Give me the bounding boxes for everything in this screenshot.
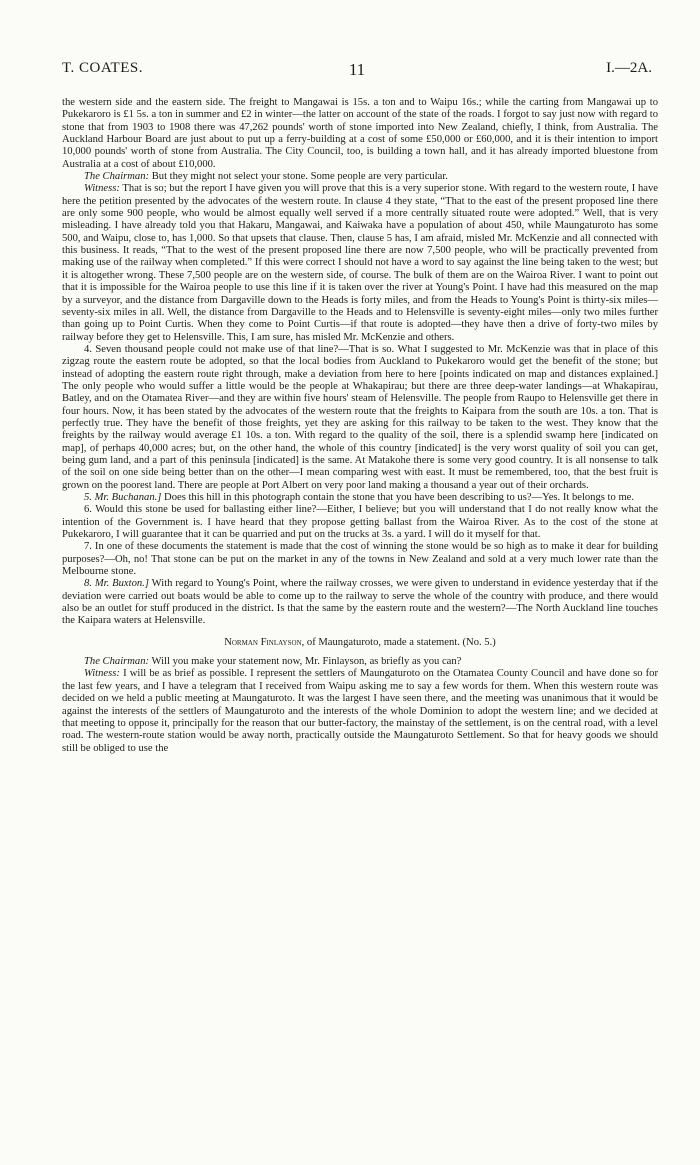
document-body [62,97,658,755]
paragraph-6: 6. Would this stone be used for ballasting either line?—Either, I believe; but you will understand that I do not really know what the intention of the Government is. I have heard that they propose getting ballast from the Wairoa River. As to the cost of the stone at Pukekaroro, I will guarantee that it can be quarried and put on the trucks at 3s. a yard. I will do it myself for that. [62,504,658,541]
paragraph-1: the western side and the eastern side. The freight to Mangawai is 15s. a ton and to Waipu 16s.; while the carting from Mangawai up to Pukekaroro is £1 5s. a ton in summer and £2 in winter—the latter on account of the state of the roads. I forgot to say just now with regard to stone that from 1903 to 1908 there was 47,262 pounds' worth of stone imported into New Zealand, chiefly, I think, from Australia. The Auckland Harbour Board are just about to put up a ferry-building at a cost of some £50,000 or £60,000, and it is their intention to import 10,000 pounds' worth of stone from Australia. The City Council, too, is building a town hall, and it has already imported bluestone from Australia at a cost of about £10,000. [62,97,658,170]
page-number: 11 [348,60,366,79]
paragraph-11: Witness: I will be as brief as possible. I represent the settlers of Maungaturoto on the Otamatea County Council and have done so for the last few years, and I have a telegram that I received from Waipu asking me to say a few words for them. When this western route was decided on we held a public meeting at Maungaturoto. It was the largest I have seen there, and the meeting was unanimous that it would be against the interests of the settlers of Maungaturoto and the interests of the whole Dominion to adopt the western line; and we decided at that meeting to oppose it, principally for the reason that our butter-factory, the mainstay of the settlement, is on the central road, with a level road. The western-route station would be away north, practically outside the Maungaturoto Settlement. So that for heavy goods we should still be obliged to use the [62,668,658,754]
page-header [62,60,652,86]
paragraph-8: 8. Mr. Buxton.] With regard to Young's Point, where the railway crosses, we were given to understand in evidence yesterday that if the deviation were carried out boats would be able to come up to the railway to serve the whole of the country with produce, and there would also be an outlet for stuff produced in the district. Is that the same by the eastern route and the western?—The North Auckland line touches the Kaipara waters at Helensville. [62,578,658,627]
document-reference: I.—2A. [606,60,652,76]
paragraph-7: 7. In one of these documents the statement is made that the cost of winning the stone would be so high as to make it dear for building purposes?—Oh, no! That stone can be put on the market in any of the towns in New Zealand and sold at a very much lower rate than the Melbourne stone. [62,541,658,578]
header-witness-name: T. COATES. [62,60,143,76]
paragraph-2: The Chairman: But they might not select your stone. Some people are very particular. [84,171,448,183]
paragraph-5: 5. Mr. Buchanan.] Does this hill in this photograph contain the stone that you have been describing to us?—Yes. It belongs to me. [84,492,635,503]
paragraph-3: Witness: That is so; but the report I have given you will prove that this is a very superior stone. With regard to the western route, I have here the petition presented by the advocates of the western route. In clause 4 they state, “That to the east of the present proposed line there are only some 900 people, who would be almost equally well served if a more centrally situated route were adopted.” Well, that is very misleading. I have already told you that Hakaru, Mangawai, and Kaiwaka have a population of about 450, while Maungaturoto has some 500, and Waipu, close to, has 1,000. So that upsets that clause. Then, clause 5 has, I am afraid, misled Mr. McKenzie and all connected with this business. It reads, “That to the west of the present proposed line there are now 7,500 people, who will be practically prevented from making use of the railway when completed.” If this were correct I should not have a word to say against the line being taken to the west; but it is altogether wrong. These 7,500 people are on the western side, of course. The bulk of them are on the Wairoa River. I want to point out that it is impossible for the Wairoa people to use this line if it is taken over the river at Young's Point. I have had this measured on the map by a surveyor, and the distance from Dargaville down to the Heads is forty miles, and from the Heads to Young's Point is thirty-six miles—seventy-six miles in all. Well, the distance from Dargaville to the Heads and to Helensville is seventy-eight miles—only two miles further than going up to Point Curtis. When they come to Point Curtis—if that route is adopted—they have then a drive of forty-two miles by railway before they get to Helensville. This, I am sure, has misled Mr. McKenzie and others. [62,183,658,343]
section-title: Norman Finlayson, of Maungaturoto, made a statement. (No. 5.) [224,636,496,648]
paragraph-4: 4. Seven thousand people could not make use of that line?—That is so. What I suggested to Mr. McKenzie was that in place of this zigzag route the eastern route be adopted, so that the local bodies from Auckland to Pukekaroro would get the benefit of the stone; but instead of adopting the eastern route right through, make a deviation from here to here [points indicated on map and distances explained.] The only people who would suffer a little would be the people at Whakapirau; but there are three deep-water landings—at Whakapirau, Batley, and on the Otamatea River—and they are within five hours' steam of Helensville. The people from Raupo to Helensville get there in four hours. Now, it has been stated by the advocates of the western route that the freights to Kaipara from the south are 10s. a ton. That is perfectly true. They have the benefit of those freights, yet they are asking for this railway to be taken to the west. They know that the freights by the railway would average £1 10s. a ton. With regard to the quality of the soil, there is a splendid swamp here [indicated on map], of perhaps 40,000 acres; but, on the other hand, the whole of this country [indicated] is the very worst quality of soil you can get, being gum land, and a part of this peninsula [indicated] is the same. At Matakohe there is some very good country. It is all nonsense to talk of the soil on one side being better than on the other—I mean comparing west with east. It must be remembered, too, that the best fruit is grown on the poorest land. There are people at Port Albert on very poor land making a thousand a year out of their orchards. [62,343,658,491]
paragraph-10: The Chairman: Will you make your statement now, Mr. Finlayson, as briefly as you can? [84,656,462,668]
